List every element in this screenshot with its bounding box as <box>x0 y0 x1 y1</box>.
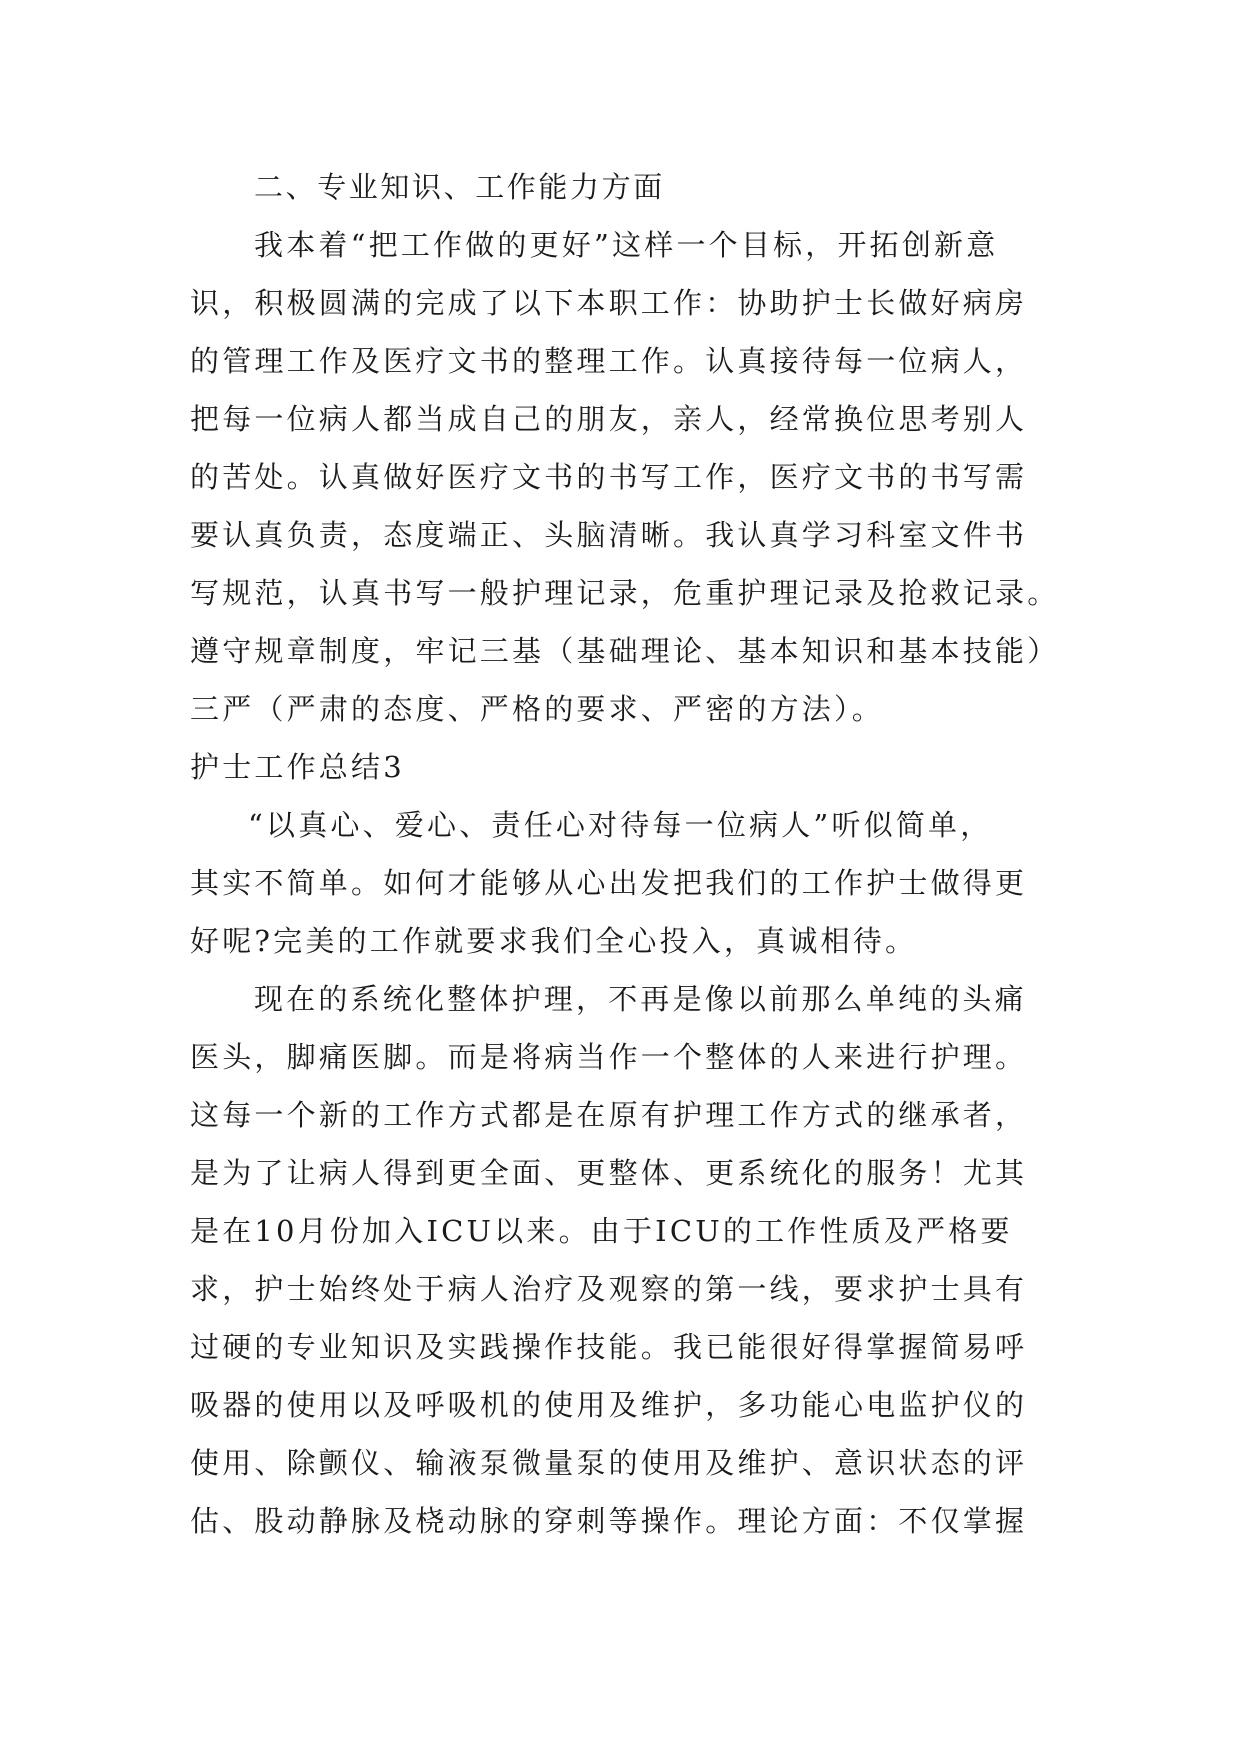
paragraph-line: 医头，脚痛医脚。而是将病当作一个整体的人来进行护理。 <box>190 1040 1028 1074</box>
paragraph-line: 我本着“把工作做的更好”这样一个目标，开拓创新意 <box>254 228 999 262</box>
paragraph-line: 好呢?完美的工作就要求我们全心投入，真诚相待。 <box>190 924 918 958</box>
paragraph-line: 的苦处。认真做好医疗文书的书写工作，医疗文书的书写需 <box>190 460 1028 494</box>
paragraph-line: 现在的系统化整体护理，不再是像以前那么单纯的头痛 <box>254 982 1027 1016</box>
article-title: 护士工作总结3 <box>190 750 405 784</box>
paragraph-line: 把每一位病人都当成自己的朋友，亲人，经常换位思考别人 <box>190 402 1028 436</box>
paragraph-line: “以真心、爱心、责任心对待每一位病人”听似简单， <box>248 808 993 842</box>
paragraph-intro-quote <box>190 796 1070 970</box>
paragraph-line: 是在10月份加入ICU以来。由于ICU的工作性质及严格要 <box>190 1214 1013 1248</box>
paragraph-line: 三严（严肃的态度、严格的要求、严密的方法）。 <box>190 692 884 726</box>
paragraph-line: 过硬的专业知识及实践操作技能。我已能很好得掌握简易呼 <box>190 1330 1028 1364</box>
paragraph-line: 识，积极圆满的完成了以下本职工作：协助护士长做好病房 <box>190 286 1028 320</box>
paragraph-line: 使用、除颤仪、输液泵微量泵的使用及维护、意识状态的评 <box>190 1446 1028 1480</box>
paragraph-line: 这每一个新的工作方式都是在原有护理工作方式的继承者， <box>190 1098 1028 1132</box>
paragraph-line: 要认真负责，态度端正、头脑清晰。我认真学习科室文件书 <box>190 518 1028 552</box>
paragraph-line: 写规范，认真书写一般护理记录，危重护理记录及抢救记录。 <box>190 576 1060 610</box>
paragraph-work-goals <box>190 216 1070 738</box>
paragraph-line: 是为了让病人得到更全面、更整体、更系统化的服务！尤其 <box>190 1156 1028 1190</box>
paragraph-line: 估、股动静脉及桡动脉的穿刺等操作。理论方面：不仅掌握 <box>190 1504 1028 1538</box>
paragraph-line: 求，护士始终处于病人治疗及观察的第一线，要求护士具有 <box>190 1272 1028 1306</box>
paragraph-line: 吸器的使用以及呼吸机的使用及维护，多功能心电监护仪的 <box>190 1388 1028 1422</box>
paragraph-line: 其实不简单。如何才能够从心出发把我们的工作护士做得更 <box>190 866 1028 900</box>
paragraph-line: 遵守规章制度，牢记三基（基础理论、基本知识和基本技能） <box>190 634 1060 668</box>
document-body <box>190 158 1070 1550</box>
section-heading: 二、专业知识、工作能力方面 <box>254 170 665 204</box>
paragraph-line: 的管理工作及医疗文书的整理工作。认真接待每一位病人， <box>190 344 1028 378</box>
paragraph-icu-work <box>190 970 1070 1550</box>
